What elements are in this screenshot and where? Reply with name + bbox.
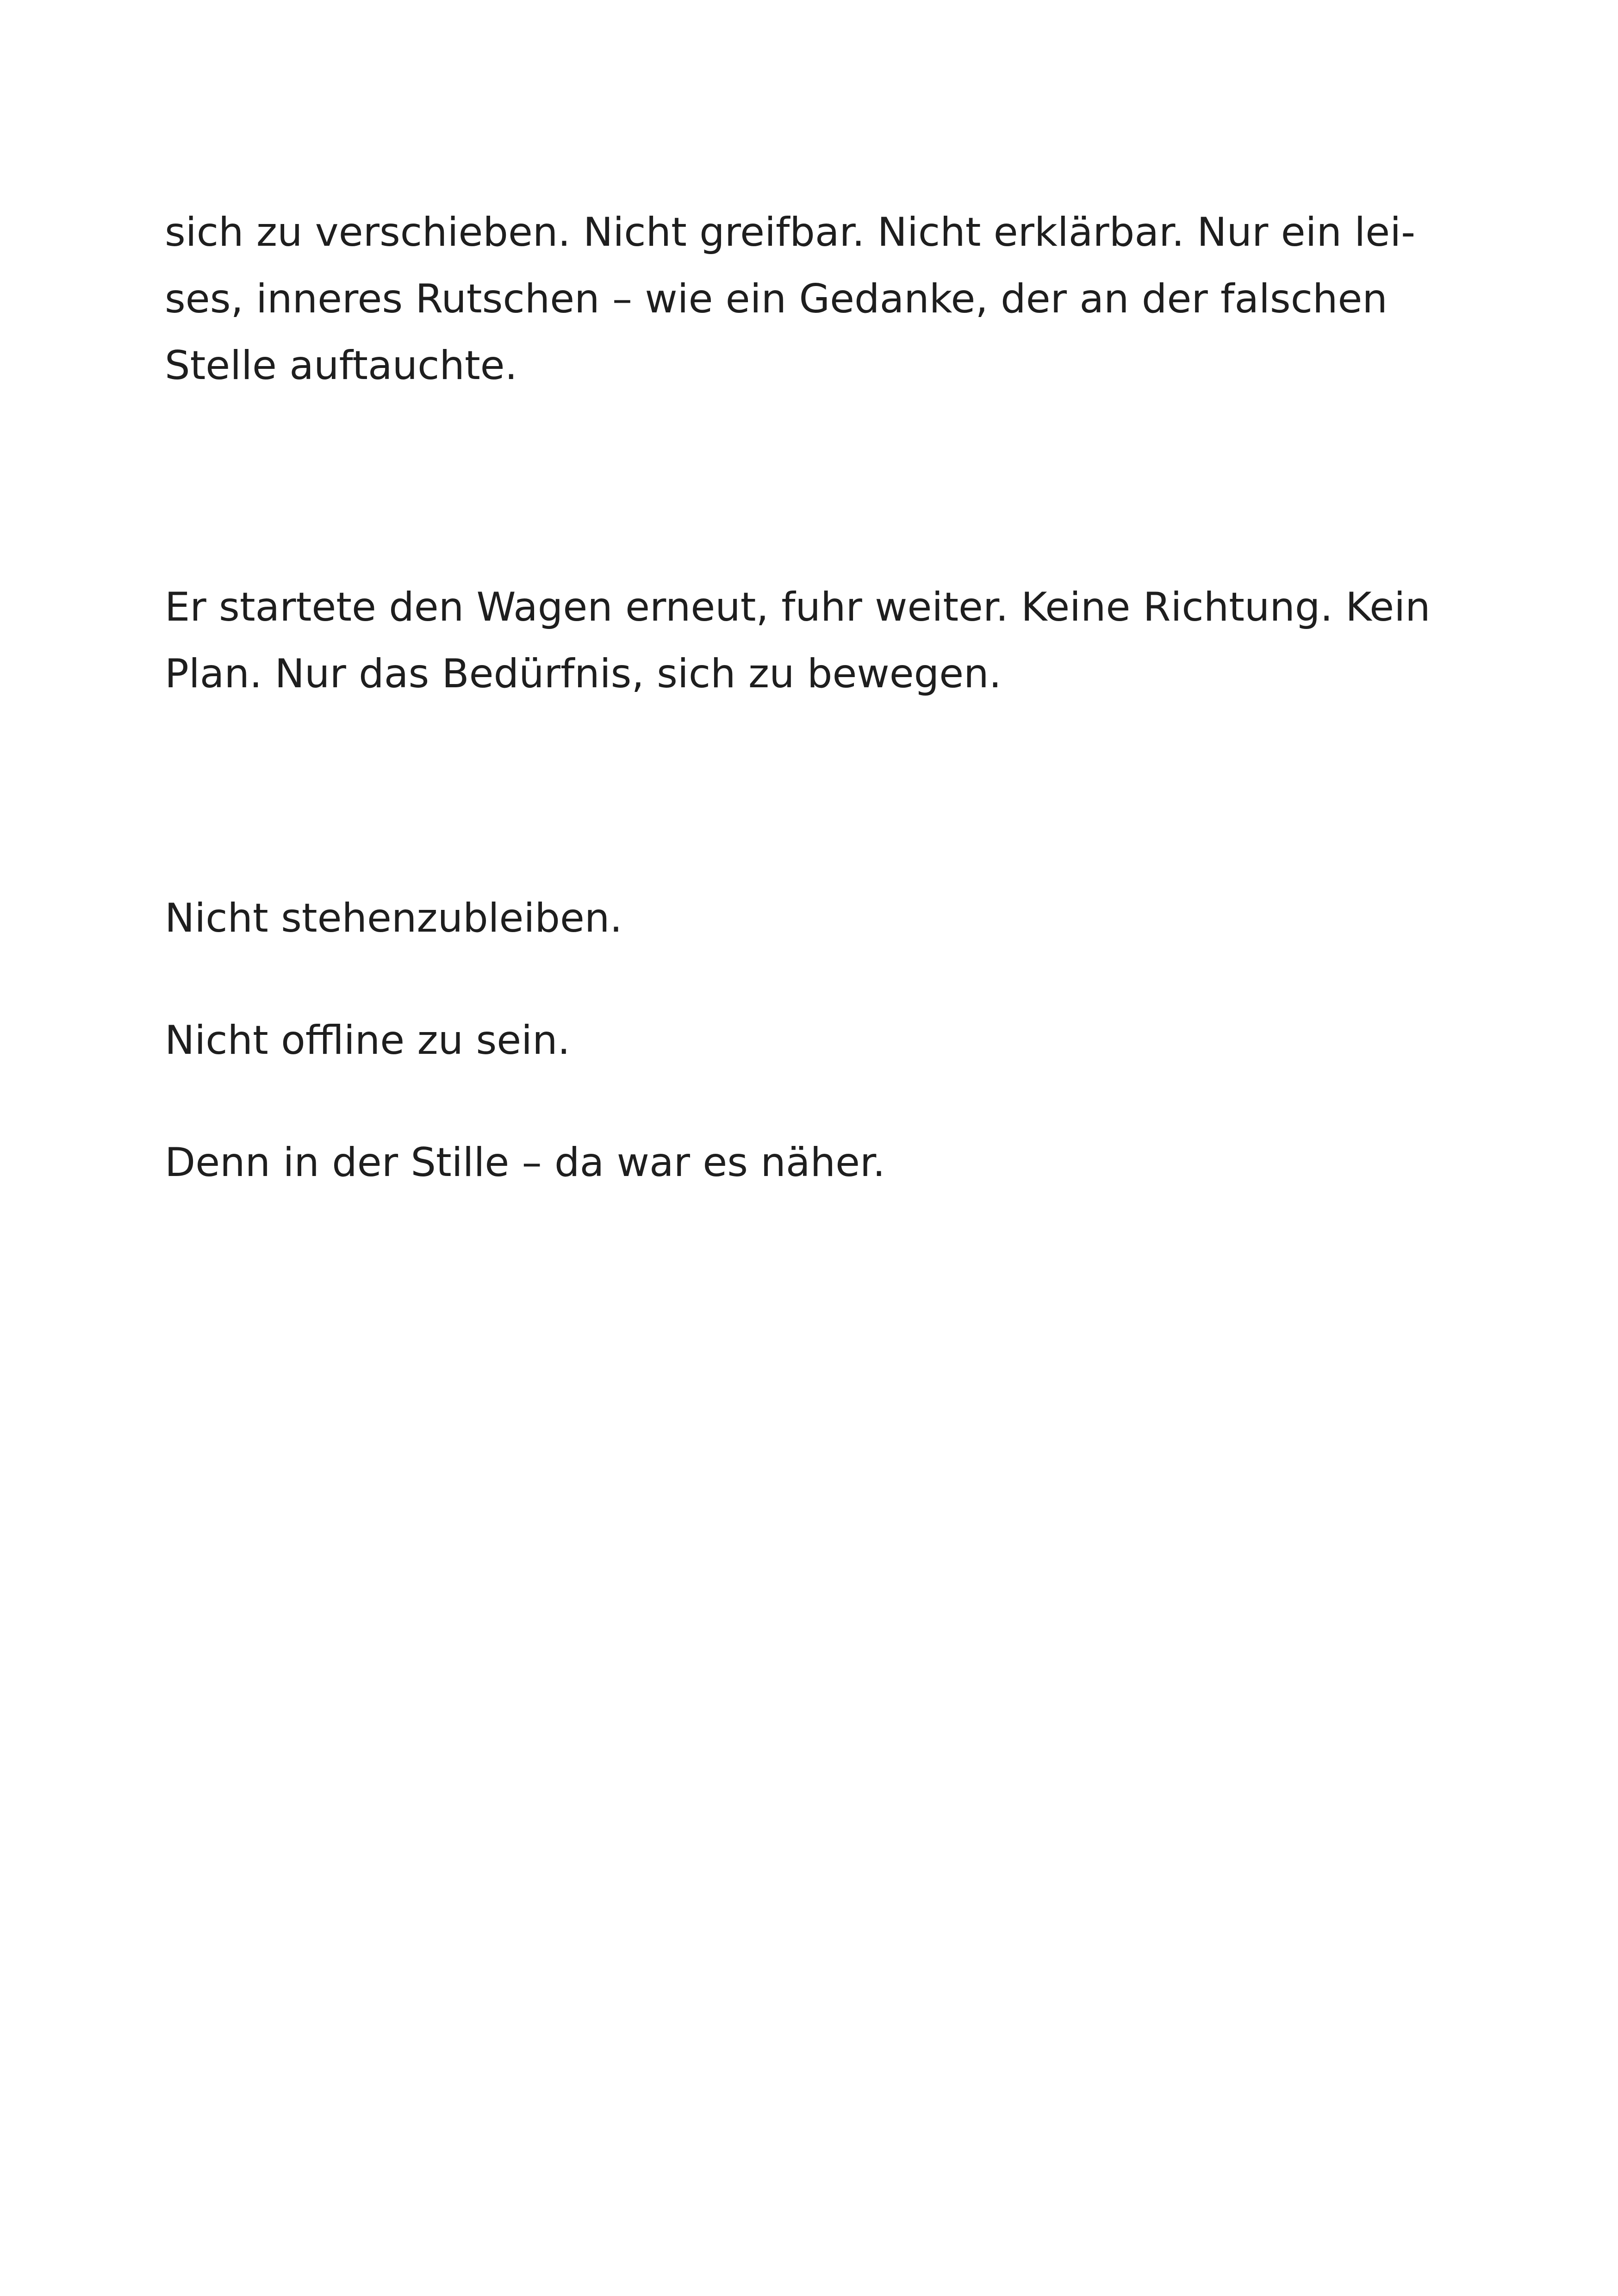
paragraph-1	[165, 199, 1461, 399]
paragraph-4	[165, 1007, 1461, 1074]
paragraph-2	[165, 574, 1461, 707]
paragraph-line: sich zu verschieben. Nicht greifbar. Nicht erklärbar. Nur ein lei-	[165, 209, 1416, 255]
paragraph-line: Er startete den Wagen erneut, fuhr weiter. Keine Richtung. Kein	[165, 584, 1431, 630]
paragraph-3	[165, 885, 1461, 952]
paragraph-line: Nicht stehenzubleiben.	[165, 895, 622, 941]
paragraph-line: Nicht offline zu sein.	[165, 1017, 570, 1064]
paragraph-line: Plan. Nur das Bedürfnis, sich zu bewegen.	[165, 651, 1002, 697]
paragraph-line: Denn in der Stille – da war es näher.	[165, 1139, 885, 1186]
paragraph-5	[165, 1129, 1461, 1196]
paragraph-line: Stelle auftauchte.	[165, 342, 517, 389]
paragraph-line: ses, inneres Rutschen – wie ein Gedanke, der an der falschen	[165, 276, 1388, 322]
